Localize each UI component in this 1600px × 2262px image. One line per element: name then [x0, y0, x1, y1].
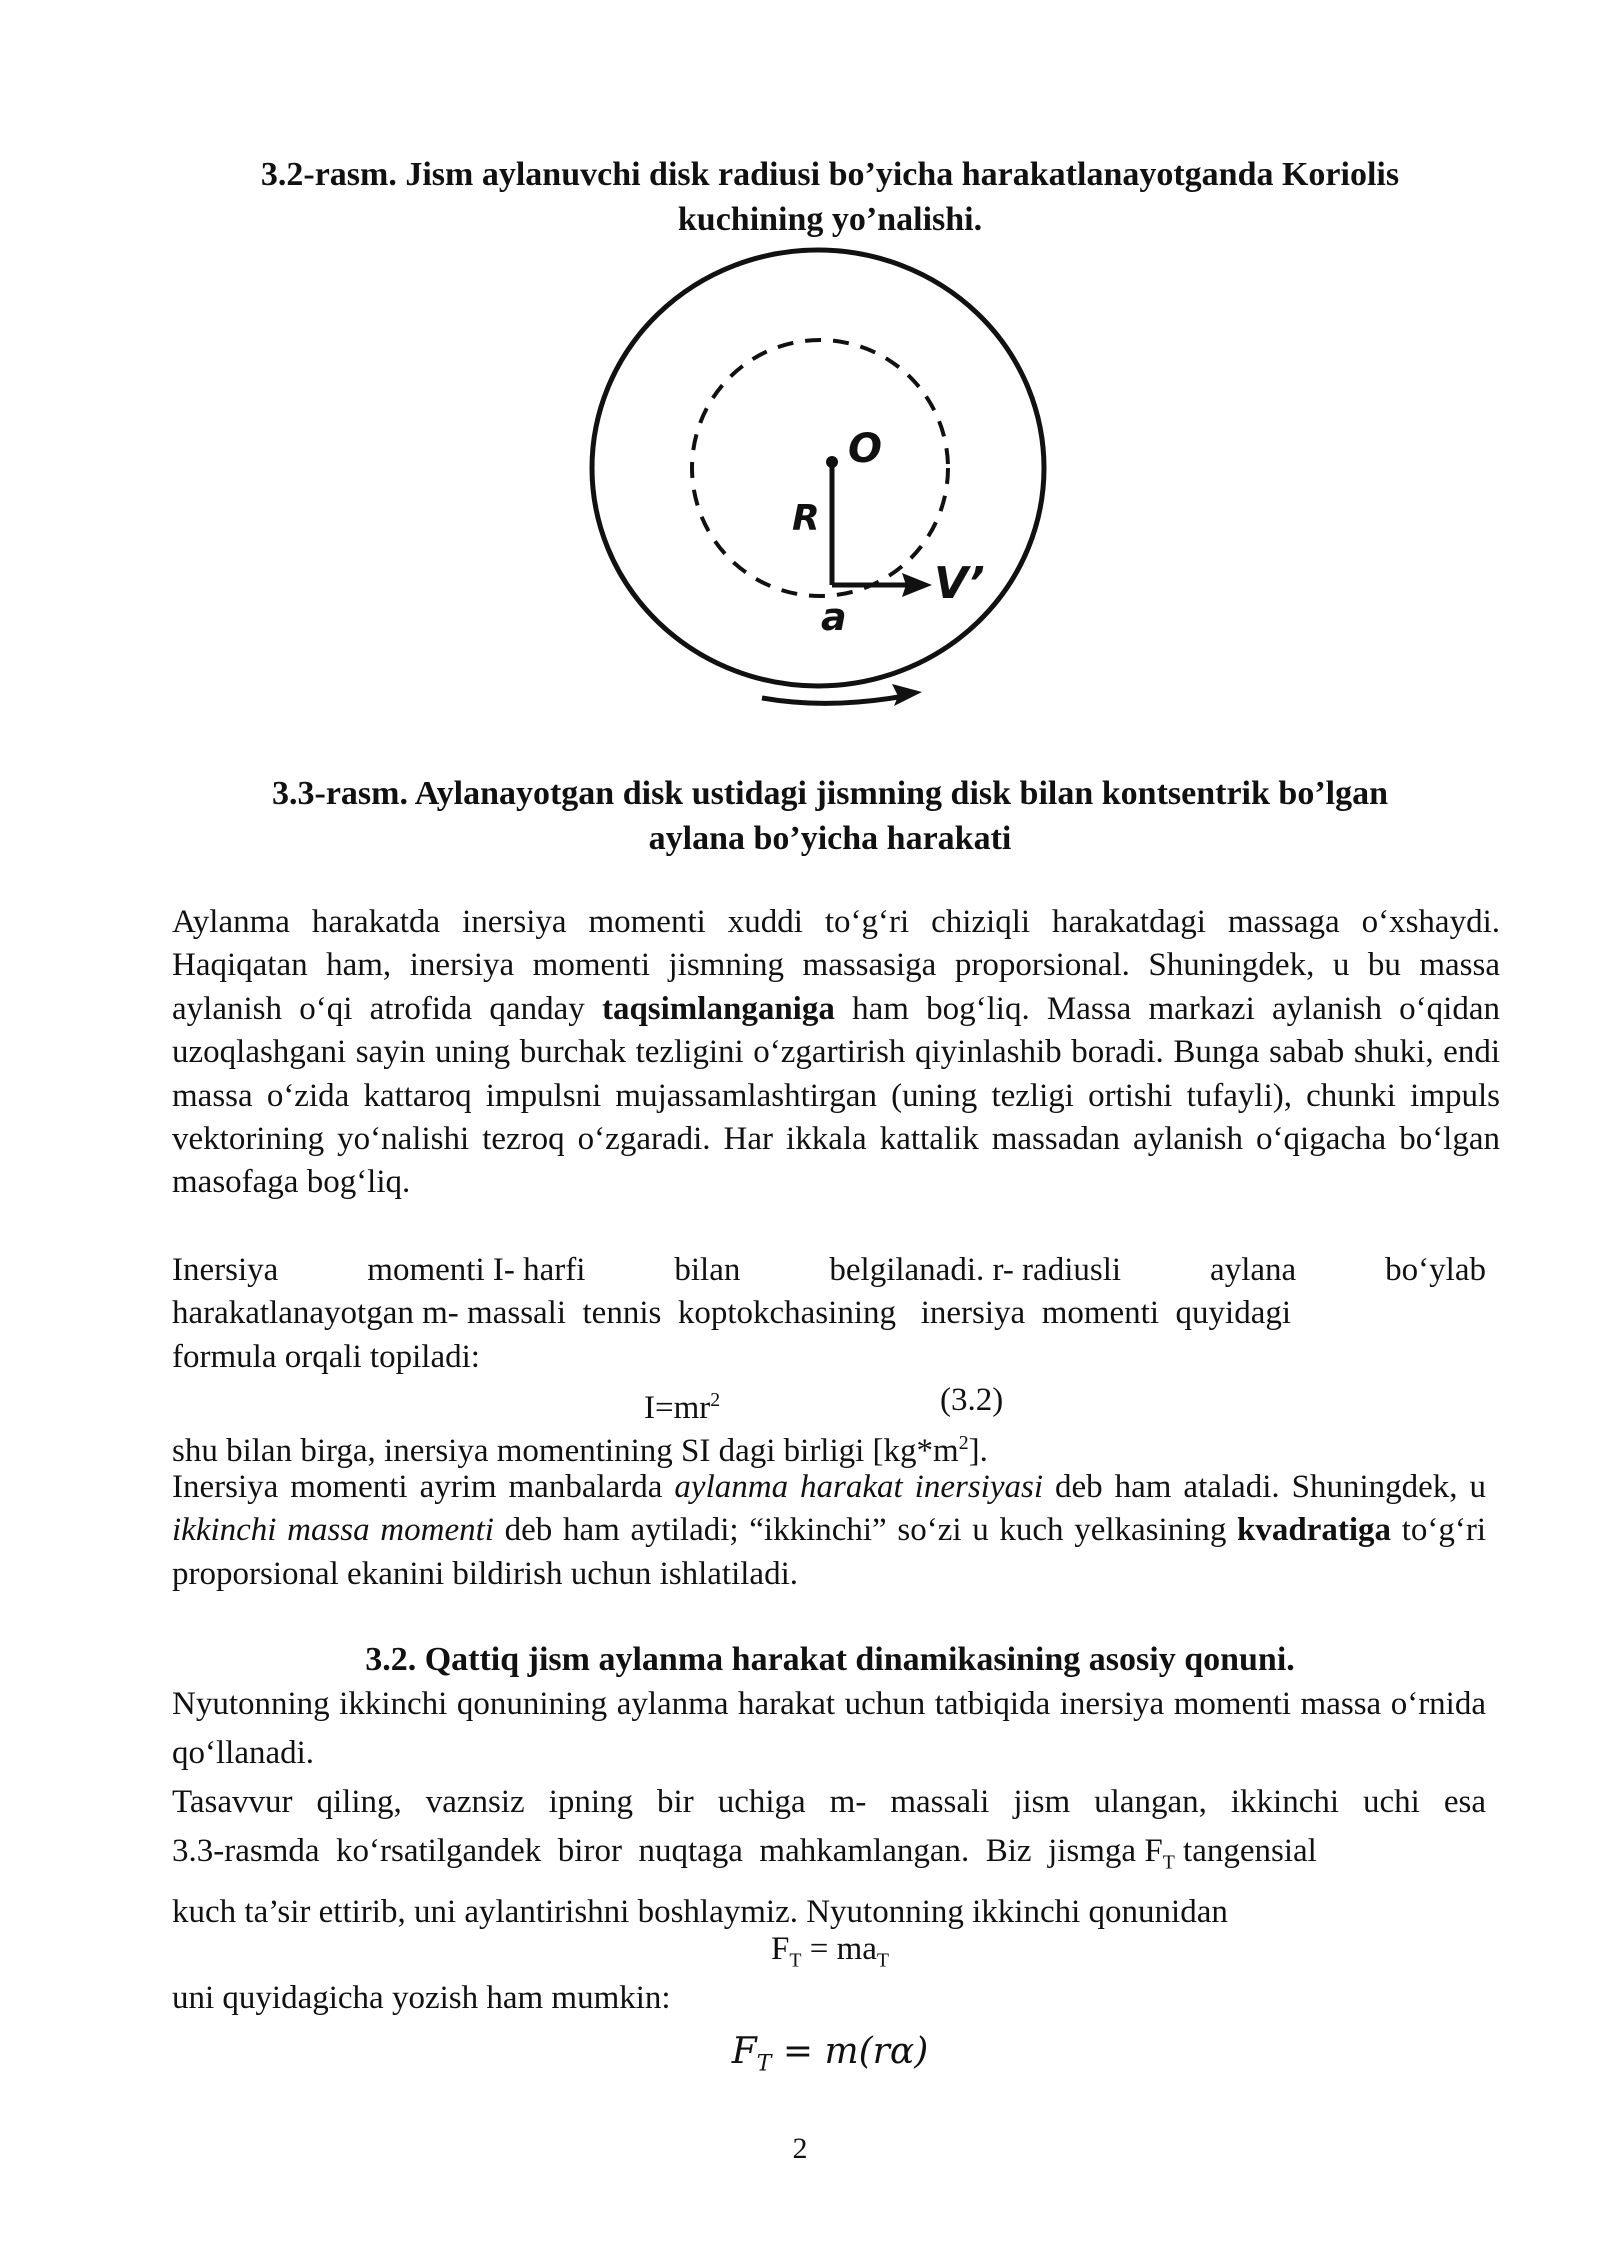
- paragraph-text: deb ham aytiladi; “ikkinchi” so‘zi u kuch yelkasining: [493, 1512, 1238, 1549]
- label-a: a: [821, 595, 847, 639]
- bold-term: taqsimlanganiga: [601, 990, 835, 1027]
- formula-base: I=mr: [644, 1390, 711, 1427]
- paragraph-newton-rotation: [172, 1680, 1486, 1778]
- label-v: V’: [934, 558, 985, 609]
- text-line: [172, 1827, 1486, 1888]
- subscript: T: [1162, 1851, 1175, 1874]
- paragraph-text: Inersiya momenti ayrim manbalarda: [172, 1469, 675, 1505]
- si-exponent: 2: [958, 1432, 969, 1455]
- paragraph-text: deb ham ataladi. Shuningdek, u: [1043, 1469, 1486, 1505]
- velocity-arrowhead: [902, 573, 932, 597]
- page-number: 2: [792, 2132, 808, 2165]
- paragraph-inertia-definition: [172, 1249, 1486, 1474]
- paragraph-inertia-analogy: [172, 901, 1500, 1205]
- formula-newton-second-law: [172, 1928, 1488, 1983]
- subscript: T: [789, 1949, 802, 1972]
- paragraph-text: to‘g‘ri proporsional ekanini bildirish uchun ishlatiladi.: [172, 1512, 1487, 1592]
- text-line: formula orqali topiladi:: [172, 1338, 480, 1375]
- paragraph-text: Aylanma harakatda inersiya momenti xuddi to‘g‘ri chiziqli harakatdagi massaga o‘xshaydi. Haqiqatan ham, inersiya momenti jismning massasiga proporsional. Shuningdek, u bu massa aylanish o‘qi atrofida qanday: [172, 904, 1500, 1027]
- label-o: O: [848, 426, 883, 472]
- section-heading: 3.2. Qattiq jism aylanma harakat dinamikasining asosiy qonuni.: [365, 1641, 1295, 1678]
- formula-part: F: [771, 1931, 790, 1967]
- formula-exponent: 2: [710, 1389, 721, 1412]
- paragraph-text: ham bog‘liq. Massa markazi aylanish o‘qidan uzoqlashgani sayin uning burchak tezligini o‘zgartirish qiyinlashib boradi. Bunga sabab shuki, endi massa o‘zida kattaroq impulsni mujassamlashtirgan (uning tezligi ortishi tufayli), chunki impuls vektorining yo‘nalishi tezroq o‘zgaradi. Har ikkala kattalik massadan aylanish o‘qigacha bo‘lgan masofaga bog‘liq.: [172, 990, 1500, 1201]
- italic-term: aylanma harakat inersiyasi: [674, 1469, 1044, 1505]
- caption-line: 3.2-rasm. Jism aylanuvchi disk radiusi bo’yicha harakatlanayotganda Koriolis: [260, 156, 1400, 193]
- formula-part: F: [731, 2031, 757, 2072]
- rotating-disk-figure: [580, 240, 1080, 720]
- dashed-orbit-circle: [692, 340, 948, 596]
- line-text: 3.3-rasmda ko‘rsatilgandek biror nuqtaga mahkamlangan. Biz jismga F: [172, 1833, 1163, 1869]
- formula-expression: [644, 1379, 720, 1430]
- subscript: T: [756, 2051, 772, 2077]
- caption-line: kuchining yo’nalishi.: [677, 201, 983, 238]
- word: aylana: [1210, 1252, 1297, 1288]
- label-r: R: [792, 498, 820, 539]
- formula-part: = ma: [801, 1931, 877, 1967]
- bold-term: kvadratiga: [1237, 1512, 1392, 1549]
- formula-part: = m(rα): [771, 2031, 929, 2072]
- word: Inersiya: [172, 1252, 279, 1288]
- text-line: harakatlanayotgan m- massali tennis koptokchasining inersiya momenti quyidagi: [172, 1295, 1292, 1332]
- formula-number: (3.2): [940, 1382, 1004, 1419]
- si-end: ].: [968, 1433, 988, 1470]
- si-text: shu bilan birga, inersiya momentining SI dagi birligi [kg*m: [172, 1433, 959, 1470]
- word: momenti I- harfi: [367, 1252, 586, 1288]
- caption-line: 3.3-rasm. Aylanayotgan disk ustidagi jismning disk bilan kontsentrik bo’lgan: [272, 775, 1388, 812]
- text-line: kuch ta’sir ettirib, uni aylantirishni boshlaymiz. Nyutonning ikkinchi qonunidan: [172, 1893, 1228, 1930]
- paragraph-text: Nyutonning ikkinchi qonunining aylanma harakat uchun tatbiqida inersiya momenti massa o‘rnida qo‘llanadi.: [172, 1686, 1486, 1771]
- formula-tangential-force: [172, 2028, 1488, 2089]
- text-line: Tasavvur qiling, vaznsiz ipning bir uchiga m- massali jism ulangan, ikkinchi uchi esa: [172, 1784, 1486, 1820]
- center-point: [826, 456, 838, 468]
- subscript: T: [876, 1949, 889, 1972]
- paragraph-inertia-names: [172, 1466, 1486, 1596]
- word: bilan: [674, 1252, 741, 1288]
- figure-caption-3-2: [172, 152, 1488, 242]
- paragraph-thought-experiment: [172, 1778, 1486, 1937]
- disk-diagram: [580, 240, 1080, 720]
- word: belgilanadi. r- radiusli: [829, 1252, 1122, 1288]
- paragraph-rewrite-intro: uni quyidagicha yozish ham mumkin:: [172, 1980, 671, 2016]
- outer-disk-circle: [592, 250, 1044, 686]
- line-text: tangensial: [1174, 1833, 1317, 1869]
- rotation-arrow-curve: [762, 695, 910, 703]
- caption-line: aylana bo’yicha harakati: [648, 820, 1012, 857]
- word: bo‘ylab: [1385, 1252, 1486, 1288]
- italic-term: ikkinchi massa momenti: [172, 1512, 494, 1549]
- figure-caption-3-3: [172, 771, 1488, 861]
- text-line: [172, 1249, 1486, 1292]
- formula-3-2: [172, 1379, 1486, 1427]
